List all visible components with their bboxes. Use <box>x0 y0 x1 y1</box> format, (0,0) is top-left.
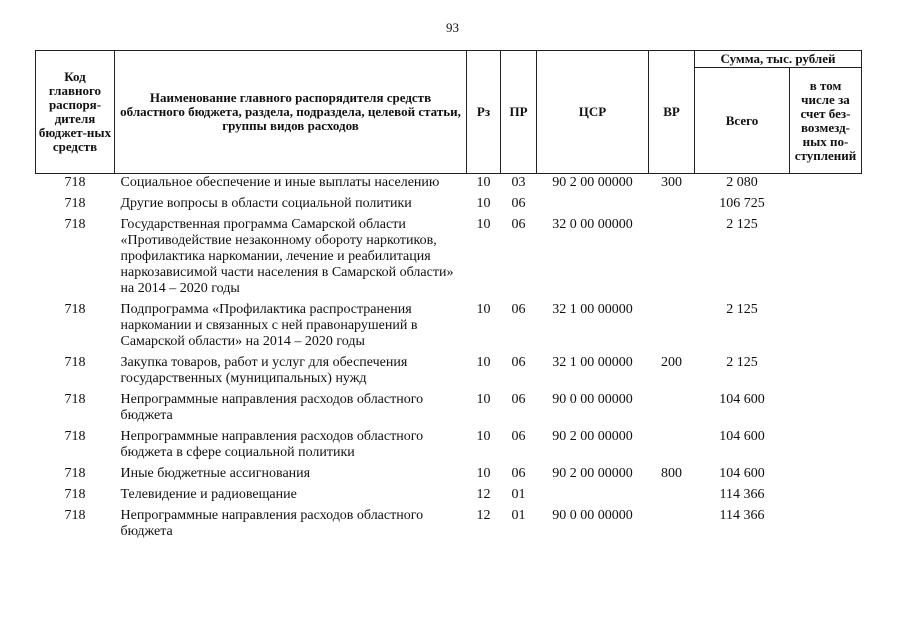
cell-code: 718 <box>64 355 86 370</box>
cell-pr: 06 <box>511 355 526 370</box>
cell-name: Иные бюджетные ассигнования <box>120 466 311 481</box>
cell-name: Государственная программа Самарской области «Противодействие незаконному обороту наркотиков, профилактика наркомании, лечение и реабилитация наркозависимой части населения в Самарской области» на 2014 – 2020 годы <box>120 217 454 296</box>
table-header <box>36 51 862 174</box>
cell-code: 718 <box>64 217 86 232</box>
cell-total: 104 600 <box>719 429 765 444</box>
table-row <box>36 463 862 484</box>
cell-vr <box>649 505 695 542</box>
cell-csr: 90 2 00 00000 <box>552 466 633 481</box>
cell-vr <box>649 426 695 463</box>
header-code: Код главного распоря-дителя бюджет-ных средств <box>36 51 115 174</box>
cell-csr: 32 1 00 00000 <box>552 355 633 370</box>
cell-code: 718 <box>64 429 86 444</box>
cell-pr: 01 <box>511 487 526 502</box>
cell-code: 718 <box>64 487 86 502</box>
cell-incl <box>790 505 862 542</box>
cell-pr: 06 <box>511 392 526 407</box>
cell-name: Телевидение и радиовещание <box>120 487 297 502</box>
cell-rz: 10 <box>476 217 491 232</box>
cell-csr: 90 2 00 00000 <box>552 429 633 444</box>
cell-total: 2 125 <box>726 355 758 370</box>
header-pr: ПР <box>501 51 537 174</box>
cell-total: 114 366 <box>719 487 765 502</box>
cell-rz: 10 <box>476 302 491 317</box>
table-row <box>36 352 862 389</box>
cell-code: 718 <box>64 175 86 190</box>
budget-table <box>35 50 862 542</box>
cell-pr: 06 <box>511 302 526 317</box>
cell-incl <box>790 352 862 389</box>
cell-incl <box>790 463 862 484</box>
cell-code: 718 <box>64 508 86 523</box>
cell-rz: 12 <box>476 487 491 502</box>
header-vr: ВР <box>649 51 695 174</box>
cell-pr: 03 <box>511 175 526 190</box>
cell-csr: 32 0 00 00000 <box>552 217 633 232</box>
cell-name: Непрограммные направления расходов областного бюджета <box>120 392 424 423</box>
cell-name: Подпрограмма «Профилактика распространения наркомании и связанных с ней правонарушений в Самарской области» на 2014 – 2020 годы <box>120 302 418 349</box>
header-name: Наименование главного распорядителя средств областного бюджета, раздела, подраздела, целевой статьи, группы видов расходов <box>115 51 467 174</box>
cell-rz: 10 <box>476 392 491 407</box>
cell-pr: 06 <box>511 217 526 232</box>
cell-rz: 10 <box>476 196 491 211</box>
cell-name: Другие вопросы в области социальной политики <box>120 196 412 211</box>
cell-total: 106 725 <box>719 196 765 211</box>
cell-name: Закупка товаров, работ и услуг для обеспечения государственных (муниципальных) нужд <box>120 355 408 386</box>
cell-vr: 800 <box>661 466 682 481</box>
cell-total: 104 600 <box>719 466 765 481</box>
cell-code: 718 <box>64 196 86 211</box>
header-incl: в том числе за счет без-возмезд-ных по-ступлений <box>790 68 862 174</box>
cell-vr <box>649 389 695 426</box>
cell-vr <box>649 214 695 299</box>
cell-total: 114 366 <box>719 508 765 523</box>
cell-pr: 06 <box>511 429 526 444</box>
table-row <box>36 174 862 194</box>
table-body <box>36 174 862 543</box>
cell-pr: 06 <box>511 466 526 481</box>
cell-vr: 200 <box>661 355 682 370</box>
table-row <box>36 389 862 426</box>
cell-vr <box>649 299 695 352</box>
cell-rz: 10 <box>476 355 491 370</box>
cell-incl <box>790 193 862 214</box>
cell-name: Социальное обеспечение и иные выплаты населению <box>120 175 440 190</box>
cell-incl <box>790 484 862 505</box>
cell-incl <box>790 389 862 426</box>
cell-rz: 10 <box>476 175 491 190</box>
cell-name: Непрограммные направления расходов областного бюджета в сфере социальной политики <box>120 429 424 460</box>
cell-total: 2 080 <box>726 175 758 190</box>
table-row <box>36 299 862 352</box>
table-row <box>36 426 862 463</box>
cell-incl <box>790 299 862 352</box>
cell-total: 104 600 <box>719 392 765 407</box>
header-rz: Рз <box>467 51 501 174</box>
cell-total: 2 125 <box>726 217 758 232</box>
cell-vr: 300 <box>661 175 682 190</box>
table-row <box>36 193 862 214</box>
cell-rz: 10 <box>476 466 491 481</box>
cell-code: 718 <box>64 392 86 407</box>
cell-code: 718 <box>64 302 86 317</box>
cell-rz: 12 <box>476 508 491 523</box>
cell-vr <box>649 193 695 214</box>
cell-incl <box>790 214 862 299</box>
cell-rz: 10 <box>476 429 491 444</box>
cell-vr <box>649 484 695 505</box>
cell-pr: 06 <box>511 196 526 211</box>
cell-name: Непрограммные направления расходов областного бюджета <box>120 508 424 539</box>
header-sum: Сумма, тыс. рублей <box>695 51 862 68</box>
cell-csr: 32 1 00 00000 <box>552 302 633 317</box>
cell-csr <box>537 193 649 214</box>
cell-code: 718 <box>64 466 86 481</box>
table-row <box>36 484 862 505</box>
cell-pr: 01 <box>511 508 526 523</box>
table-row <box>36 214 862 299</box>
cell-incl <box>790 426 862 463</box>
cell-incl <box>790 174 862 194</box>
page-number: 93 <box>446 20 459 35</box>
cell-csr <box>537 484 649 505</box>
table-row <box>36 505 862 542</box>
cell-csr: 90 2 00 00000 <box>552 175 633 190</box>
cell-csr: 90 0 00 00000 <box>552 508 633 523</box>
cell-csr: 90 0 00 00000 <box>552 392 633 407</box>
header-csr: ЦСР <box>537 51 649 174</box>
cell-total: 2 125 <box>726 302 758 317</box>
header-total: Всего <box>695 68 790 174</box>
